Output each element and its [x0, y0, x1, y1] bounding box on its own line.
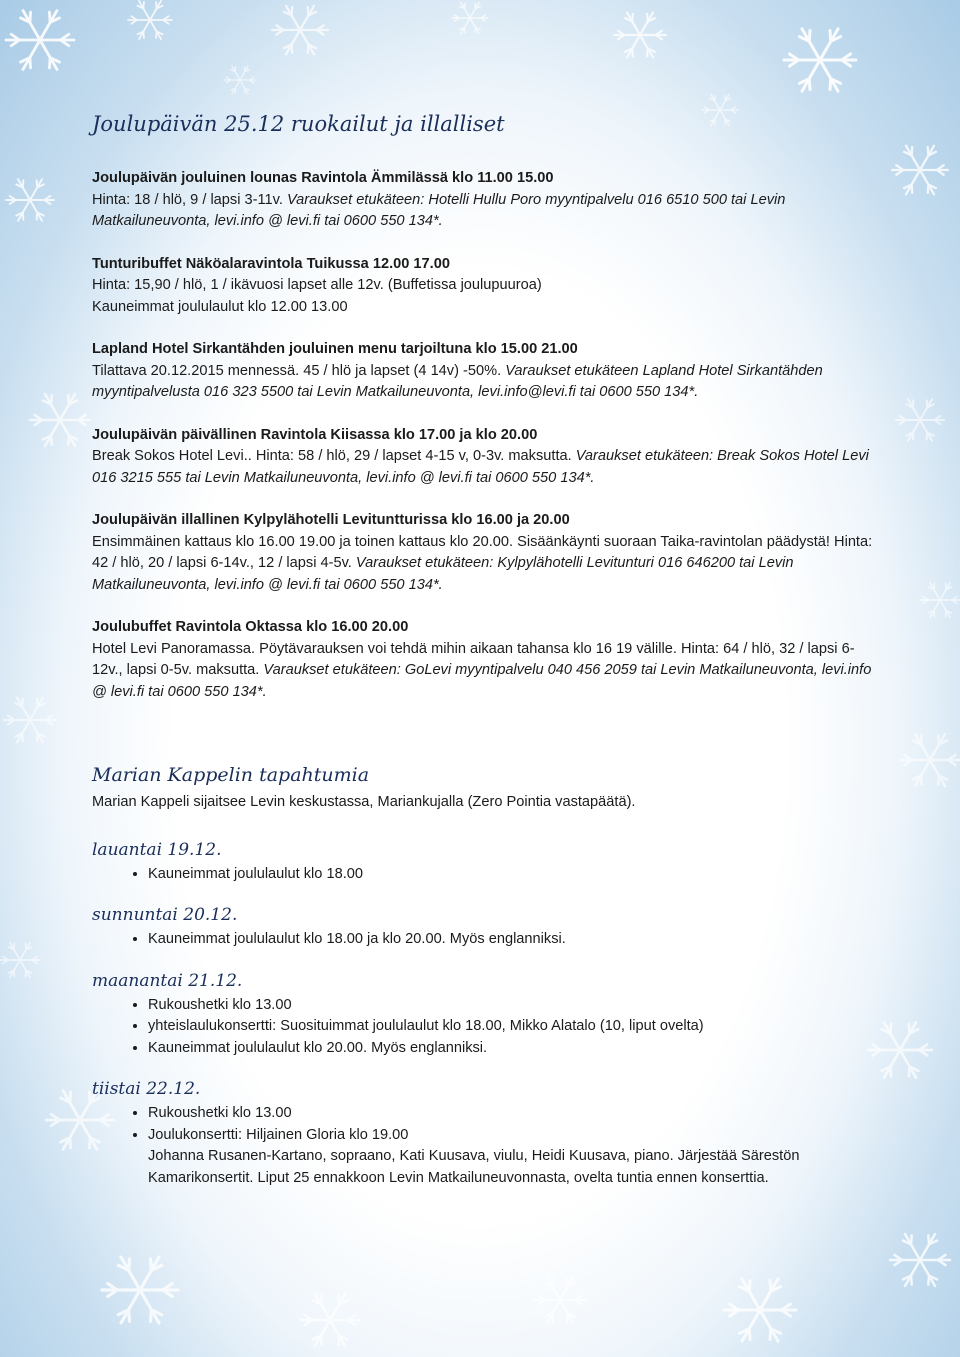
snowflake-icon: [128, 1, 172, 39]
snowflake-icon: [724, 1279, 796, 1341]
event-info: Hinta: 18 / hlö, 9 / lapsi 3-11v.: [92, 191, 287, 208]
event-title: Joulubuffet Ravintola Oktassa klo 16.00 20.00: [92, 619, 409, 635]
day-item: • yhteislaulukonsertti: Suosituimmat joululaulut klo 18.00, Mikko Alatalo (10, liput ovelta): [148, 1016, 882, 1038]
day-items: [92, 1103, 882, 1189]
event-info: Break Sokos Hotel Levi.. Hinta: 58 / hlö, 29 / lapset 4-15 v, 0-3v. maksutta.: [92, 448, 576, 464]
snowflake-icon: [892, 146, 948, 194]
event-title: Tunturibuffet Näköalaravintola Tuikussa 12.00 17.00: [92, 255, 450, 272]
day-item: • Kauneimmat joululaulut klo 18.00: [148, 864, 882, 886]
day-heading: maanantai 21.12.: [92, 970, 243, 991]
event-title: Joulupäivän illallinen Kylpylähotelli Levituntturissa klo 16.00 ja 20.00: [92, 512, 570, 528]
document-page: [92, 112, 882, 1209]
event-info: Hinta: 15,90 / hlö, 1 / ikävuosi lapset alle 12v. (Buffetissa joulupuuroa): [92, 277, 542, 293]
event-details: [92, 275, 882, 297]
chapel-intro: Marian Kappeli sijaitsee Levin keskustassa, Mariankujalla (Zero Pointia vastapäätä).: [92, 794, 636, 810]
event-title: Joulupäivän jouluinen lounas Ravintola Ämmilässä klo 11.00 15.00: [92, 170, 554, 186]
event-block: [92, 254, 882, 319]
day-item: • Joulukonsertti: Hiljainen Gloria klo 19.00 Johanna Rusanen-Kartano, sopraano, Kati Kuusava, viulu, Heidi Kuusava, piano. Järjestää Särestön Kamarikonsertit. Liput 25 ennakkoon Levin Matkailuneuvonnasta, ovelta tuntia ennen konserttia.: [148, 1125, 882, 1190]
event-details: [92, 446, 882, 489]
snowflake-icon: [6, 11, 74, 70]
events-list: [92, 168, 882, 703]
day-item: • Kauneimmat joululaulut klo 18.00 ja klo 20.00. Myös englanniksi.: [148, 929, 882, 951]
snowflake-icon: [534, 1277, 586, 1322]
day-items: [92, 864, 882, 886]
event-details: [92, 639, 882, 704]
snowflake-icon: [614, 12, 666, 57]
heading-christmas-meals: Joulupäivän 25.12 ruokailut ja illalliset: [92, 112, 505, 136]
event-info: Hotel Levi Panoramassa. Pöytävarauksen voi tehdä mihin aikaan tahansa klo 16 19 välille. Hinta: 64 / hlö, 32 / lapsi 6-12v., lapsi 0-5v. maksutta.: [92, 640, 855, 678]
event-block: [92, 425, 882, 490]
event-title: Lapland Hotel Sirkantähden jouluinen menu tarjoiltuna klo 15.00 21.00: [92, 341, 578, 357]
event-details: [92, 190, 882, 233]
day-heading: lauantai 19.12.: [92, 839, 222, 860]
chapel-days: [92, 840, 882, 1190]
event-info: Ensimmäinen kattaus klo 16.00 19.00 ja toinen kattaus klo 20.00. Sisäänkäynti suoraan Taika-ravintolan päädystä! Hinta: 42 / hlö, 20 / lapsi 6-14v., 12 / lapsi 4-5v.: [92, 533, 873, 571]
snowflake-icon: [0, 943, 40, 978]
day-item: • Rukoushetki klo 13.00: [148, 1103, 882, 1125]
event-booking: Varaukset etukäteen Lapland Hotel Sirkantähden myyntipalvelusta 016 323 5500 tai Levin Matkailuneuvonta, levi.info@levi.fi tai 0600 550 134*.: [92, 362, 823, 400]
event-booking: Varaukset etukäteen: Kylpylähotelli Levitunturi 016 646200 tai Levin Matkailuneuvonta, levi.info @ levi.fi tai 0600 550 134*.: [92, 555, 794, 593]
snowflake-icon: [6, 179, 54, 221]
snowflake-icon: [896, 399, 944, 441]
event-extra: Kauneimmat joululaulut klo 12.00 13.00: [92, 298, 348, 315]
snowflake-icon: [784, 29, 856, 91]
day-items: [92, 995, 882, 1060]
snowflake-icon: [452, 2, 488, 33]
snowflake-icon: [900, 734, 960, 786]
event-block: [92, 510, 882, 596]
snowflake-icon: [890, 1234, 950, 1286]
event-info: Tilattava 20.12.2015 mennessä. 45 / hlö ja lapset (4 14v) -50%.: [92, 362, 506, 379]
event-booking: Varaukset etukäteen: Hotelli Hullu Poro myyntipalvelu 016 6510 500 tai Levin Matkailuneuvonta, levi.info @ levi.fi tai 0600 550 134*.: [92, 191, 786, 229]
heading-chapel-events: Marian Kappelin tapahtumia: [92, 764, 370, 786]
event-booking: Varaukset etukäteen: Break Sokos Hotel Levi 016 3215 555 tai Levin Matkailuneuvonta, levi.info @ levi.fi tai 0600 550 134*.: [92, 448, 869, 486]
day-item: • Kauneimmat joululaulut klo 20.00. Myös englanniksi.: [148, 1038, 882, 1060]
event-title: Joulupäivän päivällinen Ravintola Kiisassa klo 17.00 ja klo 20.00: [92, 426, 538, 443]
event-block: [92, 168, 882, 233]
snowflake-icon: [30, 394, 90, 446]
day-heading: tiistai 22.12.: [92, 1079, 201, 1099]
snowflake-icon: [102, 1257, 178, 1323]
event-block: [92, 617, 882, 703]
snowflake-icon: [272, 6, 328, 54]
snowflake-icon: [300, 1294, 360, 1346]
event-details: [92, 361, 882, 404]
snowflake-icon: [224, 66, 256, 94]
day-heading: sunnuntai 20.12.: [92, 905, 238, 925]
event-booking: Varaukset etukäteen: GoLevi myyntipalvelu 040 456 2059 tai Levin Matkailuneuvonta, levi.info @ levi.fi tai 0600 550 134*.: [92, 662, 872, 700]
day-items: [92, 929, 882, 951]
snowflake-icon: [4, 697, 56, 742]
event-details: [92, 532, 882, 597]
event-block: [92, 339, 882, 404]
day-item: • Rukoushetki klo 13.00: [148, 995, 882, 1017]
snowflake-icon: [920, 583, 960, 618]
